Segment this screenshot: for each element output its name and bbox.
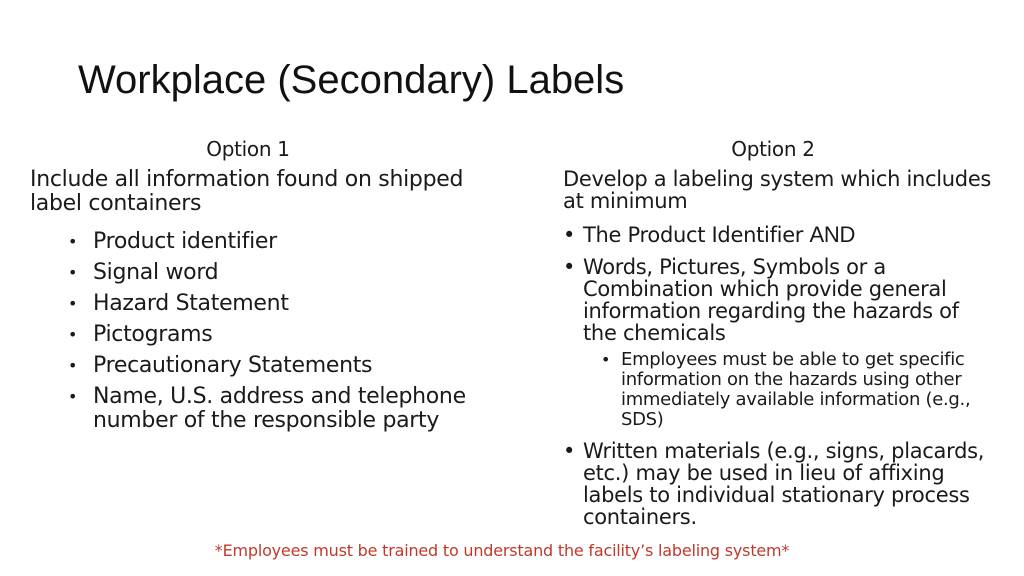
option-2-heading: Option 2 — [731, 137, 815, 161]
list-item: • Precautionary Statements — [68, 353, 373, 378]
list-item: • Written materials (e.g., signs, placards, etc.) may be used in lieu of affixing labels to individual stationary process containers. — [563, 439, 985, 529]
bullet-icon: • — [563, 223, 576, 247]
and-emphasis: AND — [809, 222, 856, 247]
option-1-column — [30, 136, 470, 440]
option-2-sub-list — [583, 350, 993, 430]
list-item: • Pictograms — [68, 322, 213, 347]
list-item: • Signal word — [68, 260, 219, 285]
list-item: • The Product Identifier AND — [563, 222, 856, 247]
bullet-icon: • — [68, 387, 78, 406]
bullet-icon: • — [68, 294, 78, 313]
option-1-intro: Include all information found on shipped label containers — [30, 167, 464, 216]
list-item: • Name, U.S. address and telephone number of the responsible party — [68, 384, 466, 433]
option-2-list — [563, 224, 993, 528]
bullet-icon: • — [68, 263, 78, 282]
option-1-heading: Option 1 — [206, 137, 290, 161]
list-item: • Words, Pictures, Symbols or a Combination which provide general information regarding the hazards of the chemicals • Employees must be able to get specific information on the hazards using other immediately available information (e.g., SDS) — [563, 256, 993, 430]
option-2-intro: Develop a labeling system which includes at minimum — [563, 167, 992, 213]
option-2-column — [563, 136, 993, 538]
footnote: *Employees must be trained to understand the facility’s labeling system* — [214, 541, 790, 560]
bullet-icon: • — [68, 325, 78, 344]
bullet-icon: • — [601, 350, 611, 369]
bullet-icon: • — [563, 255, 576, 279]
slide-title: Workplace (Secondary) Labels — [78, 58, 625, 102]
option-1-list — [30, 230, 470, 433]
bullet-icon: • — [68, 356, 78, 375]
list-item: • Hazard Statement — [68, 291, 289, 316]
list-item: • Product identifier — [68, 229, 277, 254]
bullet-icon: • — [563, 439, 576, 463]
bullet-icon: • — [68, 232, 78, 251]
sub-list-item: • Employees must be able to get specific information on the hazards using other immediately available information (e.g., SDS) — [601, 349, 971, 430]
